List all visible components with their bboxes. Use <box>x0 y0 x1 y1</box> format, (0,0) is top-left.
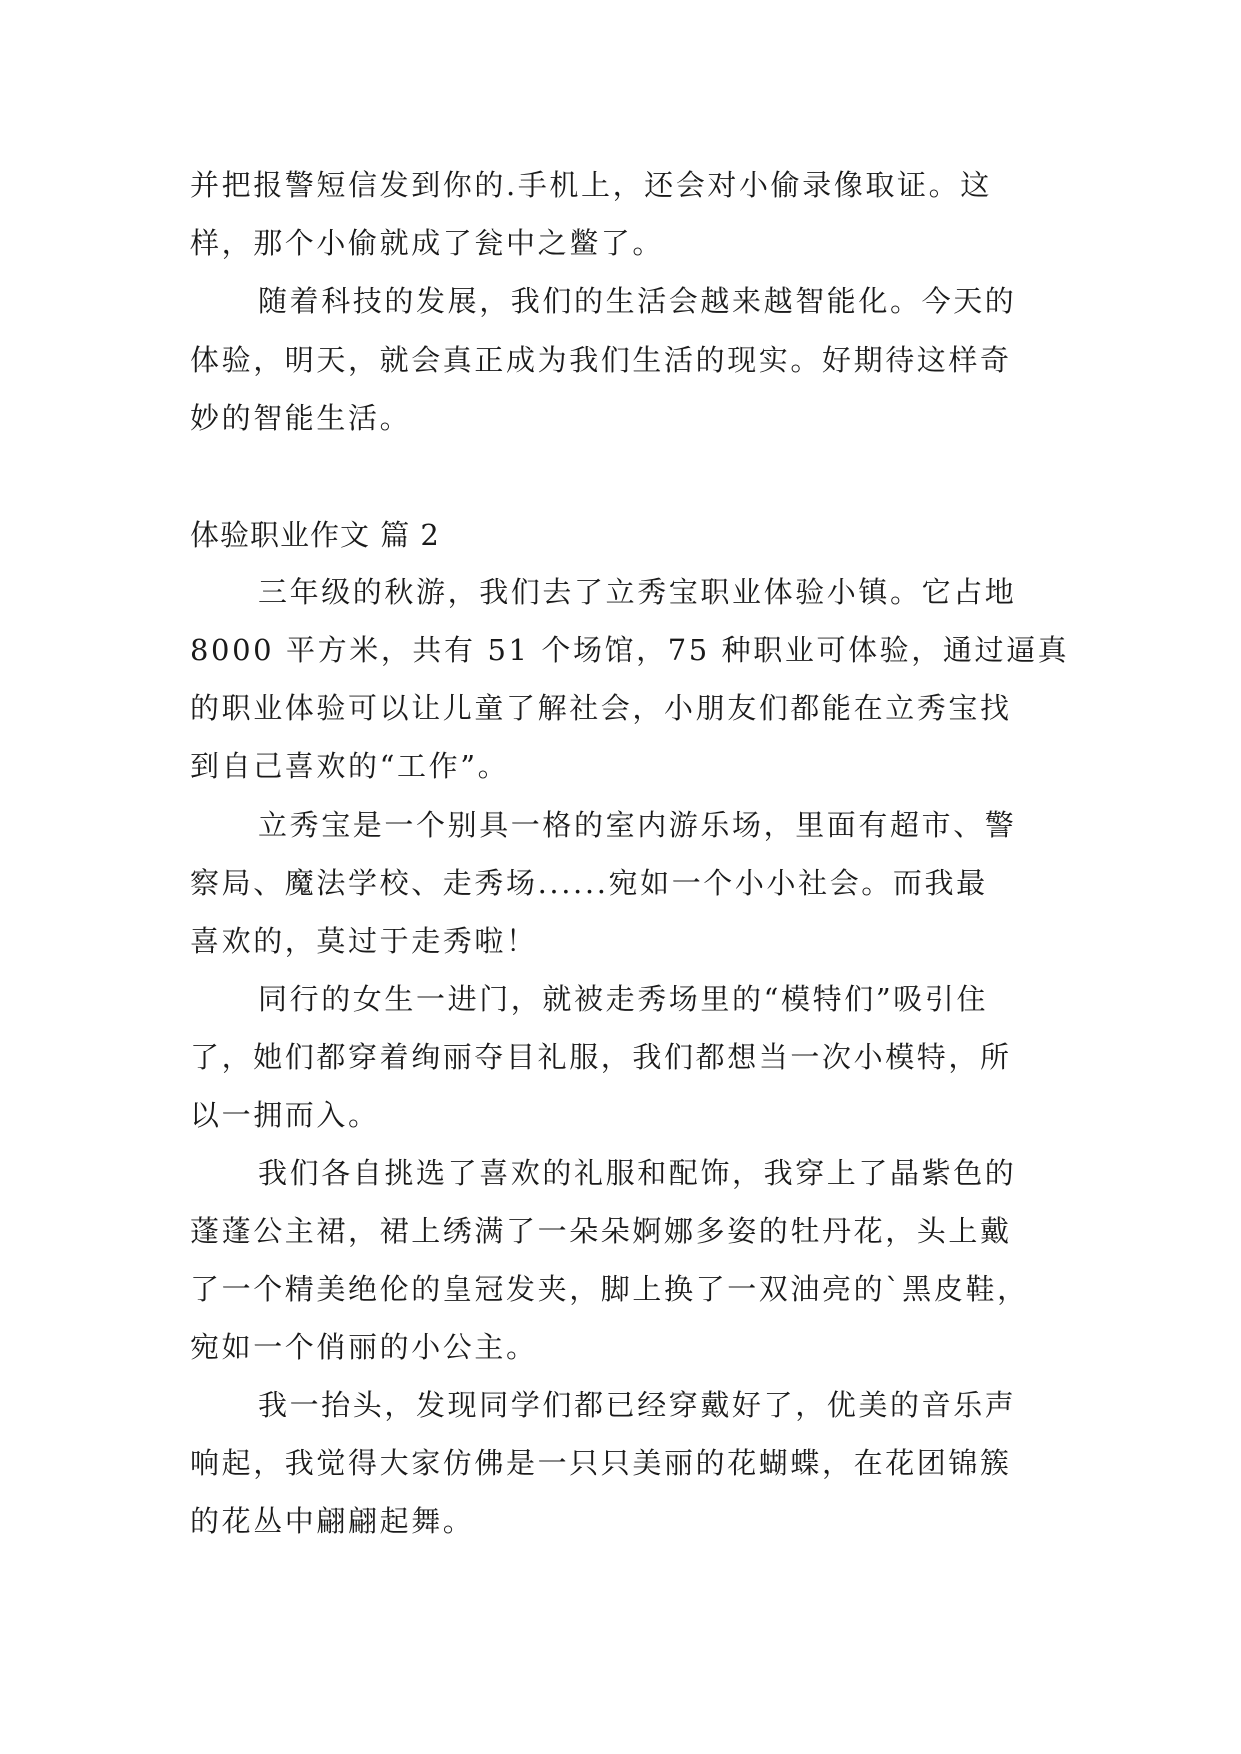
text-line: 了，她们都穿着绚丽夺目礼服，我们都想当一次小模特，所 <box>190 1040 1012 1074</box>
text-line: 8000 平方米，共有 51 个场馆，75 种职业可体验，通过逼真 <box>190 633 1070 667</box>
text-line: 的花丛中翩翩起舞。 <box>190 1504 475 1538</box>
text-line: 随着科技的发展，我们的生活会越来越智能化。今天的 <box>258 284 1017 318</box>
text-line: 察局、魔法学校、走秀场......宛如一个小小社会。而我最 <box>190 866 988 900</box>
text-line: 以一拥而入。 <box>190 1098 380 1132</box>
text-line: 蓬蓬公主裙，裙上绣满了一朵朵婀娜多姿的牡丹花，头上戴 <box>190 1214 1012 1248</box>
text-line: 体验，明天，就会真正成为我们生活的现实。好期待这样奇 <box>190 343 1012 377</box>
text-line: 宛如一个俏丽的小公主。 <box>190 1330 538 1364</box>
text-line: 立秀宝是一个别具一格的室内游乐场，里面有超市、警 <box>258 808 1017 842</box>
text-line: 妙的智能生活。 <box>190 401 412 435</box>
text-line: 样，那个小偷就成了瓮中之鳖了。 <box>190 226 665 260</box>
text-line: 的职业体验可以让儿童了解社会，小朋友们都能在立秀宝找 <box>190 691 1012 725</box>
text-line: 我们各自挑选了喜欢的礼服和配饰，我穿上了晶紫色的 <box>258 1156 1017 1190</box>
text-line: 响起，我觉得大家仿佛是一只只美丽的花蝴蝶，在花团锦簇 <box>190 1446 1012 1480</box>
text-line: 到自己喜欢的“工作”。 <box>190 749 510 783</box>
text-line: 同行的女生一进门，就被走秀场里的“模特们”吸引住 <box>258 982 989 1016</box>
text-line: 了一个精美绝伦的皇冠发夹，脚上换了一双油亮的`黑皮鞋， <box>190 1272 1029 1306</box>
text-line: 并把报警短信发到你的.手机上，还会对小偷录像取证。这 <box>190 168 992 202</box>
text-line: 三年级的秋游，我们去了立秀宝职业体验小镇。它占地 <box>258 575 1017 609</box>
text-line: 喜欢的，莫过于走秀啦！ <box>190 924 538 958</box>
text-line: 我一抬头，发现同学们都已经穿戴好了，优美的音乐声 <box>258 1388 1017 1422</box>
section-heading: 体验职业作文 篇 2 <box>190 518 440 552</box>
